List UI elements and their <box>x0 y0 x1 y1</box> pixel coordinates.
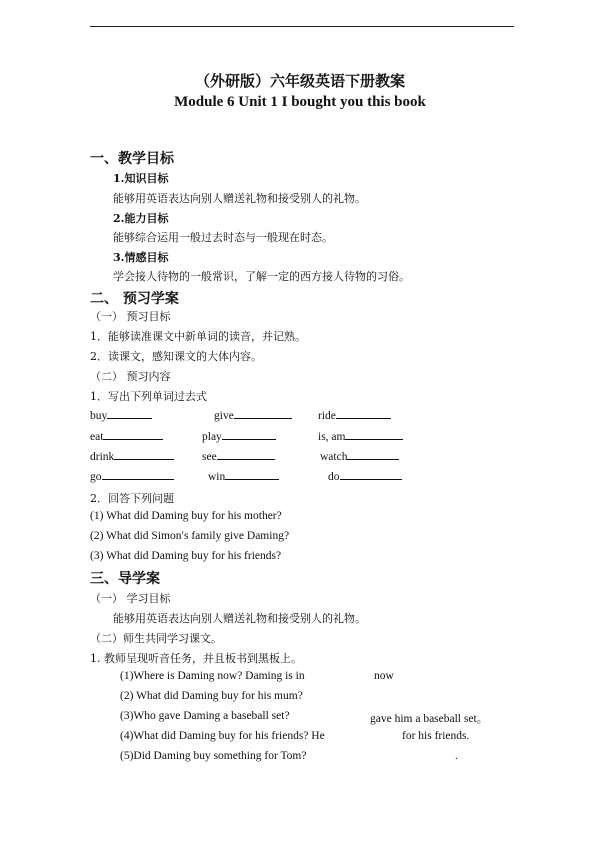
answer-blank[interactable] <box>345 429 403 440</box>
word-blank: watch <box>320 449 399 463</box>
learning-goal-text: 能够用英语表达向别人赠送礼物和接受别人的礼物。 <box>113 612 366 625</box>
word-blank: eat <box>90 429 163 443</box>
emotion-goal-title: 3.情感目标 <box>113 251 169 264</box>
word-blank: give <box>214 408 292 422</box>
answer-blank[interactable] <box>347 449 399 460</box>
listening-question-1: (1)Where is Daming now? Daming is in <box>120 670 305 682</box>
listening-question-2: (2) What did Daming buy for his mum? <box>120 690 303 702</box>
listening-answer-4: for his friends. <box>402 730 470 742</box>
section-guide-heading: 三、导学案 <box>90 571 160 587</box>
listening-task: 1. 教师呈现听音任务，并且板书到黑板上。 <box>90 652 302 665</box>
word-blank: buy <box>90 408 152 422</box>
answer-blank[interactable] <box>234 408 292 419</box>
past-tense-task: 1．写出下列单词过去式 <box>90 390 207 403</box>
word-blank: play <box>202 429 276 443</box>
ability-goal-title: 2.能力目标 <box>113 212 169 225</box>
knowledge-goal-text: 能够用英语表达向别人赠送礼物和接受别人的礼物。 <box>113 192 366 205</box>
preview-goal-2: 2．读课文，感知课文的大体内容。 <box>90 350 262 363</box>
answer-questions-task: 2．回答下列问题 <box>90 492 174 505</box>
listening-answer-1: now <box>374 670 394 682</box>
emotion-goal-text: 学会接人待物的一般常识，了解一定的西方接人待物的习俗。 <box>113 270 410 283</box>
question-1: (1) What did Daming buy for his mother? <box>90 510 282 522</box>
word-blank: drink <box>90 449 174 463</box>
preview-goal-1: 1．能够读准课文中新单词的读音，并记熟。 <box>90 330 306 343</box>
word-blank: go <box>90 469 174 483</box>
learning-goal-label: （一） 学习目标 <box>90 592 171 605</box>
answer-blank[interactable] <box>102 469 174 480</box>
answer-blank[interactable] <box>336 408 391 419</box>
page-title-en: Module 6 Unit 1 I bought you this book <box>174 94 426 110</box>
word-blank: do <box>328 469 402 483</box>
question-2: (2) What did Simon′s family give Daming? <box>90 530 290 542</box>
header-rule <box>90 26 514 27</box>
answer-blank[interactable] <box>114 449 174 460</box>
answer-blank[interactable] <box>225 469 279 480</box>
word-blank: see <box>202 449 275 463</box>
knowledge-goal-title: 1.知识目标 <box>113 172 169 185</box>
page-title-cn: （外研版）六年级英语下册教案 <box>194 72 405 90</box>
answer-blank[interactable] <box>107 408 152 419</box>
word-blank: ride <box>318 408 391 422</box>
question-3: (3) What did Daming buy for his friends? <box>90 550 282 562</box>
ability-goal-text: 能够综合运用一般过去时态与一般现在时态。 <box>113 231 333 244</box>
word-blank: win <box>208 469 279 483</box>
answer-blank[interactable] <box>340 469 402 480</box>
section-preview-heading: 二、 预习学案 <box>90 291 179 307</box>
co-learning-label: （二）师生共同学习课文。 <box>90 632 222 645</box>
answer-blank[interactable] <box>217 449 275 460</box>
answer-blank[interactable] <box>222 429 276 440</box>
listening-answer-3: gave him a baseball set。 <box>370 713 489 725</box>
section-teaching-goals-heading: 一、教学目标 <box>90 151 174 167</box>
preview-goal-label: （一） 预习目标 <box>90 310 171 323</box>
preview-content-label: （二） 预习内容 <box>90 370 171 383</box>
listening-question-4: (4)What did Daming buy for his friends? He <box>120 730 325 742</box>
answer-blank[interactable] <box>103 429 163 440</box>
listening-question-5: (5)Did Daming buy something for Tom? <box>120 750 307 762</box>
listening-question-3: (3)Who gave Daming a baseball set? <box>120 710 290 722</box>
word-blank: is, am <box>318 429 403 443</box>
listening-answer-5: . <box>455 750 458 762</box>
